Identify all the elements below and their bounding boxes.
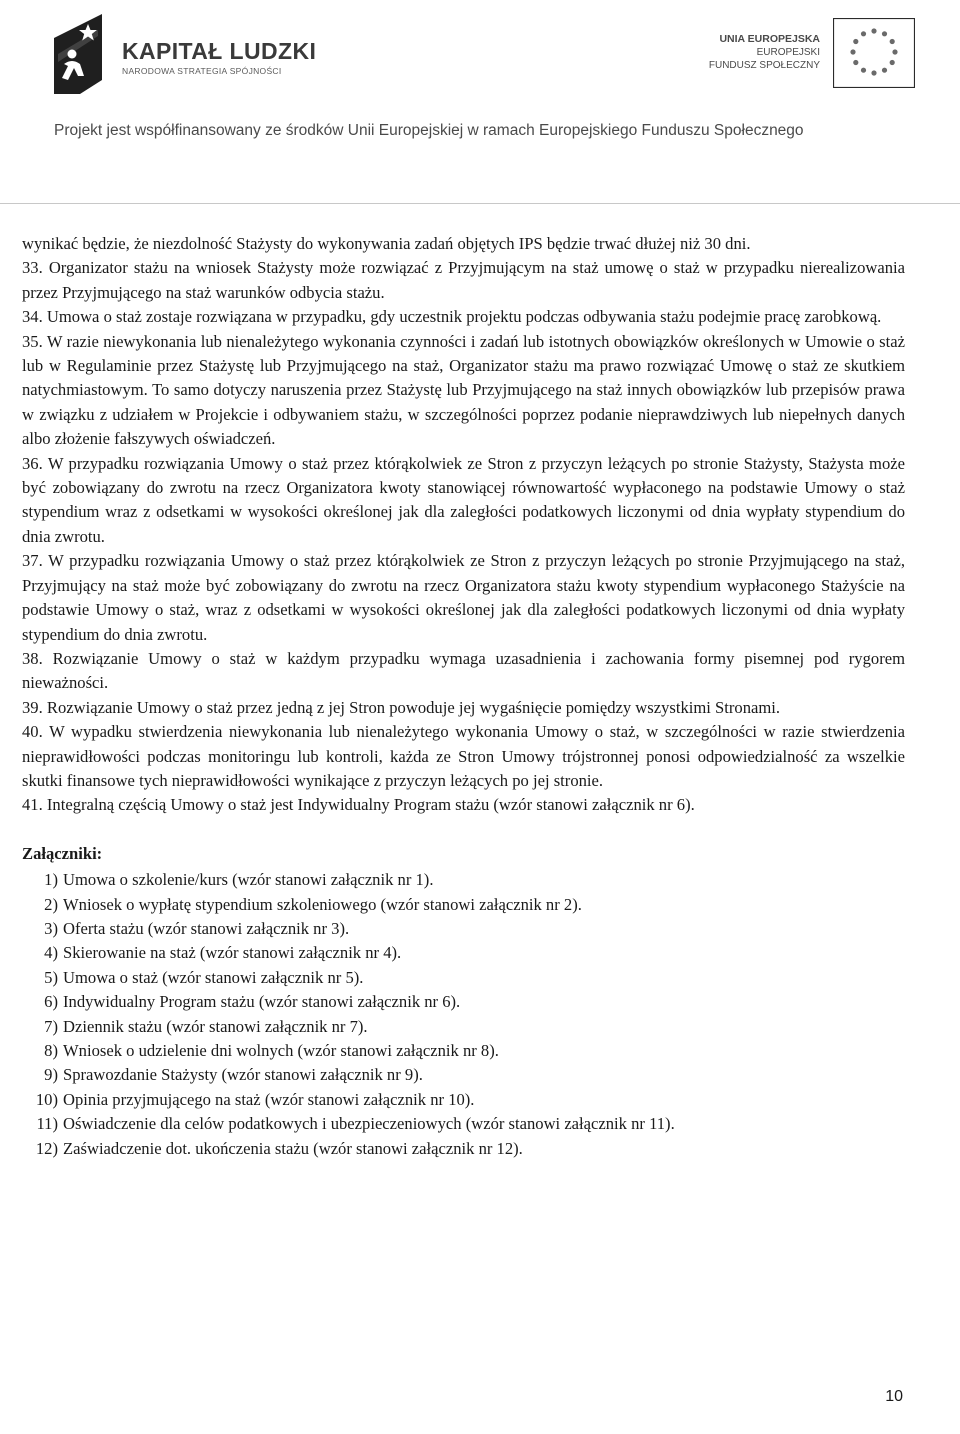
list-item-text: Skierowanie na staż (wzór stanowi załącznik nr 4). xyxy=(63,943,402,963)
list-item-number: 7) xyxy=(44,1016,58,1036)
eu-flag-icon xyxy=(833,18,915,88)
list-item-text: Indywidualny Program stażu (wzór stanowi załącznik nr 6). xyxy=(63,992,461,1012)
kapital-ludzki-wordmark xyxy=(122,38,316,76)
paragraph-40: 40. W wypadku stwierdzenia niewykonania lub nienależytego wykonania Umowy o staż, w szczególności w razie stwierdzenia nieprawidłowości podczas monitoringu lub kontroli, każda ze Stron Umowy trójstronnej ponosi odpowiedzialność za wszelkie skutki finansowe tych nieprawidłowości wynikające z przyczyn leżących po jej stronie. xyxy=(22,722,905,790)
list-item-number: 4) xyxy=(44,943,58,963)
page-header xyxy=(0,0,960,205)
list-item-text: Zaświadczenie dot. ukończenia stażu (wzór stanowi załącznik nr 12). xyxy=(63,1138,523,1158)
attachments-heading: Załączniki: xyxy=(22,843,103,863)
list-item-number: 6) xyxy=(44,992,58,1012)
list-item-number: 1) xyxy=(44,870,58,890)
list-item-number: 8) xyxy=(44,1041,58,1060)
paragraph-continuation: wynikać będzie, że niezdolność Stażysty do wykonywania zadań objętych IPS będzie trwać dłużej niż 30 dni. xyxy=(22,234,751,253)
list-item-text: Dziennik stażu (wzór stanowi załącznik nr 7). xyxy=(63,1016,368,1036)
paragraph-34: 34. Umowa o staż zostaje rozwiązana w przypadku, gdy uczestnik projektu podczas odbywania stażu podejmie pracę zarobkową. xyxy=(22,307,882,327)
list-item-text: Umowa o staż (wzór stanowi załącznik nr 5). xyxy=(63,967,364,987)
list-item-number: 3) xyxy=(44,918,58,938)
attachments-list xyxy=(22,868,905,1161)
list-item-number: 2) xyxy=(44,894,58,914)
paragraph-41: 41. Integralną częścią Umowy o staż jest Indywidualny Program stażu (wzór stanowi załącznik nr 6). xyxy=(22,795,695,815)
list-item xyxy=(22,941,905,965)
list-item xyxy=(22,1112,905,1136)
list-item-text: Sprawozdanie Stażysty (wzór stanowi załącznik nr 9). xyxy=(63,1065,423,1085)
list-item-text: Oferta stażu (wzór stanowi załącznik nr 3). xyxy=(63,918,350,938)
page-number: 10 xyxy=(885,1388,903,1405)
list-item xyxy=(22,893,905,917)
list-item-number: 5) xyxy=(44,967,58,987)
list-item xyxy=(22,1088,905,1112)
list-item xyxy=(22,1015,905,1039)
list-item xyxy=(22,990,905,1014)
header-divider xyxy=(0,203,960,204)
list-item-number: 9) xyxy=(44,1065,58,1085)
list-item xyxy=(22,966,905,990)
paragraph-33: 33. Organizator stażu na wniosek Stażysty może rozwiązać z Przyjmującym na staż umowę o staż w przypadku nierealizowania przez Przyjmującego na staż warunków odbycia stażu. xyxy=(22,258,905,302)
paragraph-37: 37. W przypadku rozwiązania Umowy o staż przez którąkolwiek ze Stron z przyczyn leżących po stronie Przyjmującego na staż, Przyjmujący na staż może być zobowiązany do zwrotu na rzecz Organizatora stażu kwoty stypendium wypłaconego Stażyście na podstawie Umowy o staż, wraz z odsetkami w wysokości określonej jak dla zaległości podatkowych liczonymi od dnia wypłaty stypendium do dnia zwrotu. xyxy=(22,551,905,644)
eu-line-3: FUNDUSZ SPOŁECZNY xyxy=(708,60,820,71)
list-item-text: Umowa o szkolenie/kurs (wzór stanowi załącznik nr 1). xyxy=(63,870,434,890)
paragraph-35: 35. W razie niewykonania lub nienależytego wykonania czynności i zadań lub istotnych obowiązków określonych w Umowie o staż lub w Regulaminie przez Stażystę lub Przyjmującego na staż, Organizator stażu ma prawo rozwiązać Umowę o staż ze skutkiem natychmiastowym. To samo dotyczy naruszenia przez Stażystę lub Przyjmującego na staż innych obowiązków lub przepisów prawa w związku z udziałem w Projekcie i odbywaniem stażu, w szczególności poprzez podanie nieprawdziwych lub niepełnych danych albo złożenie fałszywych oświadczeń. xyxy=(22,331,905,449)
list-item-text: Wniosek o udzielenie dni wolnych (wzór stanowi załącznik nr 8). xyxy=(63,1041,499,1060)
list-item xyxy=(22,917,905,941)
list-item xyxy=(22,868,905,892)
list-item-text: Oświadczenie dla celów podatkowych i ubezpieczeniowych (wzór stanowi załącznik nr 11). xyxy=(63,1114,675,1134)
logo-subtitle: NARODOWA STRATEGIA SPÓJNOŚCI xyxy=(122,66,282,76)
list-item xyxy=(22,1063,905,1087)
eu-wordmark xyxy=(709,33,820,72)
list-item-text: Opinia przyjmującego na staż (wzór stanowi załącznik nr 10). xyxy=(63,1089,475,1109)
list-item xyxy=(22,1137,905,1161)
list-item-number: 10) xyxy=(35,1089,58,1109)
eu-line-2: EUROPEJSKI xyxy=(756,47,820,58)
paragraph-36: 36. W przypadku rozwiązania Umowy o staż przez którąkolwiek ze Stron z przyczyn leżących po stronie Stażysty, Stażysta może być zobowiązany do zwrotu na rzecz Organizatora kwoty stanowiącej równowartość wypłaconego na podstawie Umowy o staż stypendium wraz z odsetkami w wysokości określonej jak dla zaległości podatkowych liczonymi od dnia wypłaty stypendium do dnia zwrotu. xyxy=(22,453,905,546)
paragraph-38: 38. Rozwiązanie Umowy o staż w każdym przypadku wymaga uzasadnienia i zachowania formy pisemnej pod rygorem nieważności. xyxy=(22,648,905,693)
list-item xyxy=(22,1039,905,1063)
paragraph-39: 39. Rozwiązanie Umowy o staż przez jedną z jej Stron powoduje jej wygaśnięcie pomiędzy wszystkimi Stronami. xyxy=(22,697,781,717)
list-item-number: 12) xyxy=(35,1138,58,1158)
document-body xyxy=(22,232,905,1161)
list-item-number: 11) xyxy=(36,1114,58,1134)
cofunding-statement: Projekt jest współfinansowany ze środków Unii Europejskiej w ramach Europejskiego Funduszu Społecznego xyxy=(54,122,804,139)
list-item-text: Wniosek o wypłatę stypendium szkoleniowego (wzór stanowi załącznik nr 2). xyxy=(63,894,582,914)
eu-line-1: UNIA EUROPEJSKA xyxy=(719,33,820,45)
logo-title: KAPITAŁ LUDZKI xyxy=(122,38,317,64)
